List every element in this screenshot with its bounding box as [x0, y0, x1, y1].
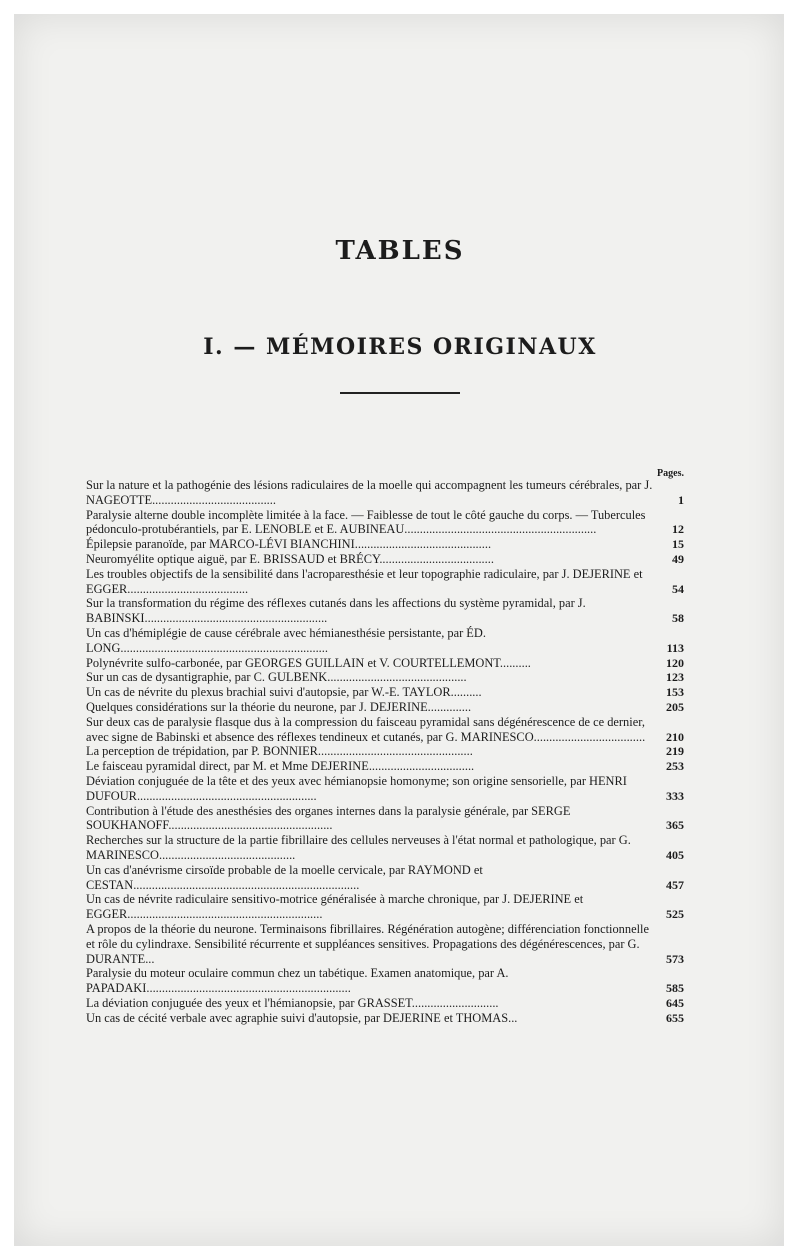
toc-entry-title: Épilepsie paranoïde, par MARCO-LÉVI BIANCHINI............................................ — [86, 537, 492, 552]
toc-entry-title: La déviation conjuguée des yeux et l'hémianopsie, par GRASSET............................ — [86, 995, 499, 1010]
toc-entry-title: Un cas de névrite radiculaire sensitivo-motrice généralisée à marche chronique, par J. DEJERINE et EGGER............................................................... — [86, 892, 584, 922]
toc-entry — [86, 685, 684, 700]
toc-entry-page: 457 — [666, 877, 684, 892]
toc-entry-title: La perception de trépidation, par P. BONNIER.................................................. — [86, 744, 473, 759]
toc-entry-title: Contribution à l'étude des anesthésies des organes internes dans la paralysie générale, par SERGE SOUKHANOFF..................................................... — [86, 803, 571, 833]
toc-entry-page: 645 — [666, 995, 684, 1010]
toc-entry-title: Un cas de névrite du plexus brachial suivi d'autopsie, par W.-E. TAYLOR.......... — [86, 685, 482, 700]
title-divider — [340, 392, 460, 394]
toc-entry-page: 153 — [666, 685, 684, 700]
toc-entry — [86, 537, 684, 552]
toc-entry-title: Sur deux cas de paralysie flasque dus à la compression du faisceau pyramidal sans dégénérescence de ce dernier, avec signe de Babinski et absence des réflexes tendineux et cutanés, par G. MARINESCO.................................... — [86, 714, 646, 744]
toc-entry — [86, 715, 684, 745]
toc-entry — [86, 996, 684, 1011]
toc-entry-page: 113 — [666, 640, 684, 655]
toc-entry-page: 573 — [666, 951, 684, 966]
toc-entry-page: 253 — [666, 759, 684, 774]
toc-entry-title: Déviation conjuguée de la tête et des yeux avec hémianopsie homonyme; son origine sensorielle, par HENRI DUFOUR.......................................................... — [86, 773, 627, 803]
toc-entry-page: 585 — [666, 981, 684, 996]
toc-entry-page: 219 — [666, 744, 684, 759]
toc-entry-title: Les troubles objectifs de la sensibilité dans l'acroparesthésie et leur topographie radiculaire, par J. DEJERINE et EGGER....................................... — [86, 566, 643, 596]
toc-entry — [86, 670, 684, 685]
toc-entry-page: 49 — [672, 551, 684, 566]
toc-entry — [86, 567, 684, 597]
toc-entry-title: Neuromyélite optique aiguë, par E. BRISSAUD et BRÉCY..................................... — [86, 551, 494, 566]
toc-entry — [86, 804, 684, 834]
toc-entry-title: Un cas d'anévrisme cirsoïde probable de la moelle cervicale, par RAYMOND et CESTAN......................................................................... — [86, 862, 483, 892]
toc-entry-title: Paralysie alterne double incomplète limitée à la face. — Faiblesse de tout le côté gauche du corps. — Tubercules pédonculo-protubérantiels, par E. LENOBLE et E. AUBINEAU.............................................................. — [86, 507, 646, 537]
toc-entry-title: Polynévrite sulfo-carbonée, par GEORGES GUILLAIN et V. COURTELLEMONT.......... — [86, 655, 531, 670]
toc-entry — [86, 744, 684, 759]
toc-entry — [86, 966, 684, 996]
toc-entry-page: 123 — [666, 670, 684, 685]
toc-entry-title: Sur un cas de dysantigraphie, par C. GULBENK............................................. — [86, 670, 467, 685]
toc-entry — [86, 626, 684, 656]
toc-entry — [86, 833, 684, 863]
toc-entry — [86, 700, 684, 715]
toc-entry-page: 58 — [672, 611, 684, 626]
toc-entry — [86, 656, 684, 671]
toc-entry-page: 205 — [666, 699, 684, 714]
toc-entry-title: Sur la transformation du régime des réflexes cutanés dans les affections du système pyramidal, par J. BABINSKI........................................................... — [86, 596, 586, 626]
toc-entry-page: 15 — [672, 537, 684, 552]
toc-entry-title: Paralysie du moteur oculaire commun chez un tabétique. Examen anatomique, par A. PAPADAKI.................................................................. — [86, 966, 509, 996]
toc-entry — [86, 863, 684, 893]
toc-entry-page: 120 — [666, 655, 684, 670]
toc-entry — [86, 1011, 684, 1026]
toc-entry-title: Sur la nature et la pathogénie des lésions radiculaires de la moelle qui accompagnent les tumeurs cérébrales, par J. NAGEOTTE........................................ — [86, 478, 653, 507]
section-title: I. — MÉMOIRES ORIGINAUX — [203, 334, 597, 360]
toc-entry-page: 405 — [666, 847, 684, 862]
page-title: TABLES — [335, 236, 465, 266]
toc-entry-page: 525 — [666, 907, 684, 922]
toc-entry-page: 210 — [666, 729, 684, 744]
toc-entry-page: 333 — [666, 788, 684, 803]
toc-entry — [86, 508, 684, 538]
toc-entry — [86, 478, 684, 508]
toc-entry-page: 1 — [678, 492, 684, 507]
toc-entry-title: Le faisceau pyramidal direct, par M. et Mme DEJERINE.................................. — [86, 759, 475, 774]
toc-entry — [86, 922, 684, 966]
toc-entry-page: 12 — [672, 522, 684, 537]
toc-entry — [86, 759, 684, 774]
toc-entry-title: Quelques considérations sur la théorie du neurone, par J. DEJERINE.............. — [86, 699, 472, 714]
toc-entry — [86, 596, 684, 626]
toc-entry-title: Un cas d'hémiplégie de cause cérébrale avec hémianesthésie persistante, par ÉD. LONG................................................................... — [86, 625, 486, 655]
toc-entry — [86, 774, 684, 804]
toc-entry — [86, 892, 684, 922]
toc-entry-title: Recherches sur la structure de la partie fibrillaire des cellules nerveuses à l'état normal et pathologique, par G. MARINESCO............................................ — [86, 833, 631, 862]
table-of-contents — [86, 478, 684, 1025]
toc-entry-page: 365 — [666, 818, 684, 833]
toc-entry-page: 54 — [672, 581, 684, 596]
toc-entry-title: A propos de la théorie du neurone. Terminaisons fibrillaires. Régénération autogène; différenciation fonctionnelle et rôle du cylindraxe. Sensibilité récurrente et suppléances sensitives. Propagations des dégénérescences, par G. DURANTE... — [86, 921, 649, 966]
toc-entry-page: 655 — [666, 1010, 684, 1025]
pages-column-label: Pages. — [657, 468, 684, 479]
toc-entry — [86, 552, 684, 567]
toc-entry-title: Un cas de cécité verbale avec agraphie suivi d'autopsie, par DEJERINE et THOMAS... — [86, 1010, 518, 1025]
